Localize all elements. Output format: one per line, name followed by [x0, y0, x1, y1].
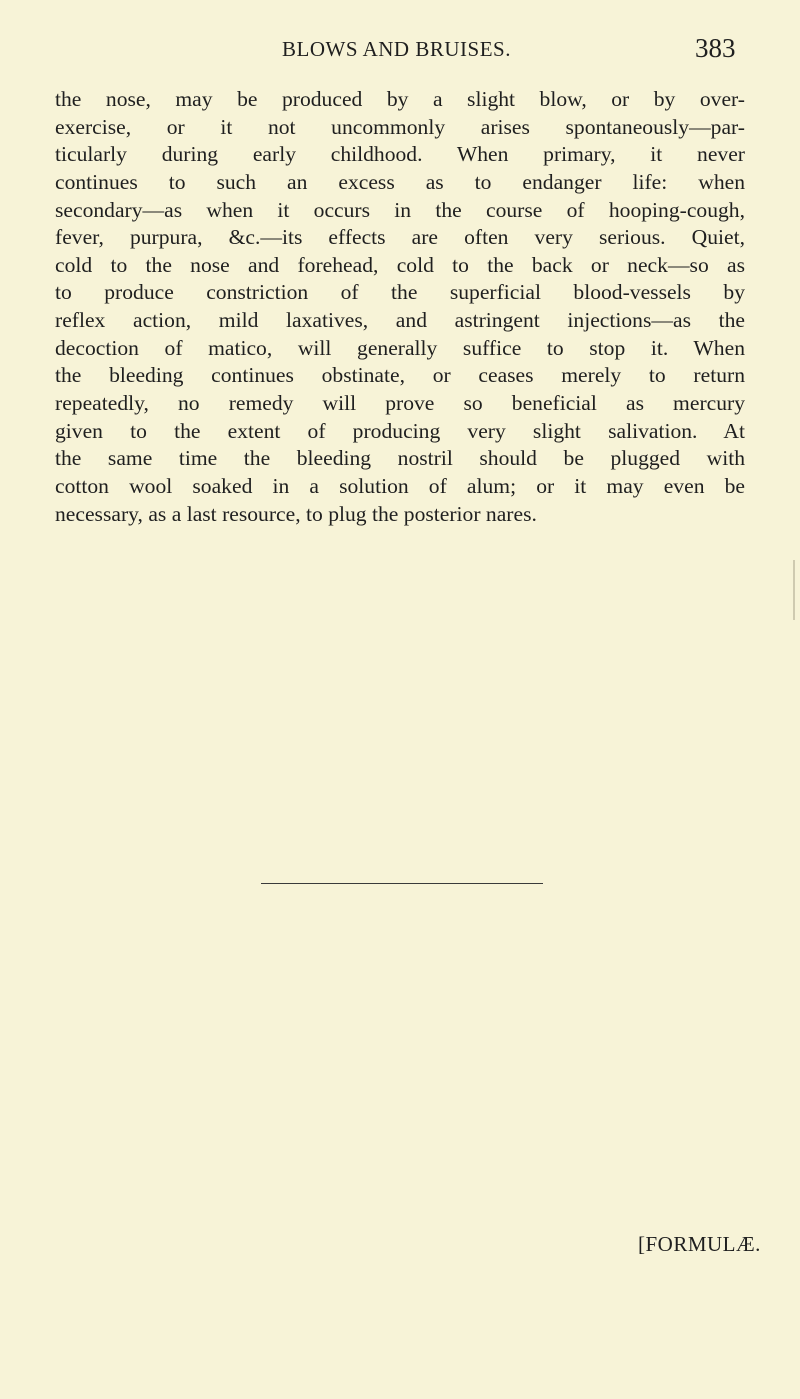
section-divider-rule: [261, 883, 543, 884]
text-line: secondary—as when it occurs in the course of hooping-cough,: [55, 197, 745, 222]
page-edge-mark: [793, 560, 795, 620]
text-line: the same time the bleeding nostril should be plugged with: [55, 446, 745, 471]
text-line: repeatedly, no remedy will prove so beneficial as mercury: [55, 391, 745, 416]
text-line: cold to the nose and forehead, cold to the back or neck—so as: [55, 252, 745, 277]
text-line: exercise, or it not uncommonly arises spontaneously—par-: [55, 114, 745, 139]
text-line: decoction of matico, will generally suffice to stop it. When: [55, 335, 745, 360]
body-paragraph: [55, 86, 745, 528]
catchword: [FORMULÆ.: [638, 1232, 761, 1256]
text-line: ticularly during early childhood. When primary, it never: [55, 142, 745, 167]
text-line: cotton wool soaked in a solution of alum; or it may even be: [55, 473, 745, 498]
text-line: the nose, may be produced by a slight blow, or by over-: [55, 87, 745, 111]
text-line: continues to such an excess as to endanger life: when: [55, 169, 745, 194]
text-line: reflex action, mild laxatives, and astringent injections—as the: [55, 308, 745, 333]
text-line: fever, purpura, &c.—its effects are often very serious. Quiet,: [55, 225, 745, 250]
text-line: given to the extent of producing very slight salivation. At: [55, 418, 745, 443]
running-title: BLOWS AND BRUISES.: [282, 37, 511, 61]
page-number: 383: [695, 33, 736, 63]
text-line: to produce constriction of the superficial blood-vessels by: [55, 280, 745, 305]
text-line: the bleeding continues obstinate, or ceases merely to return: [55, 363, 745, 388]
text-line: necessary, as a last resource, to plug the posterior nares.: [55, 501, 537, 526]
